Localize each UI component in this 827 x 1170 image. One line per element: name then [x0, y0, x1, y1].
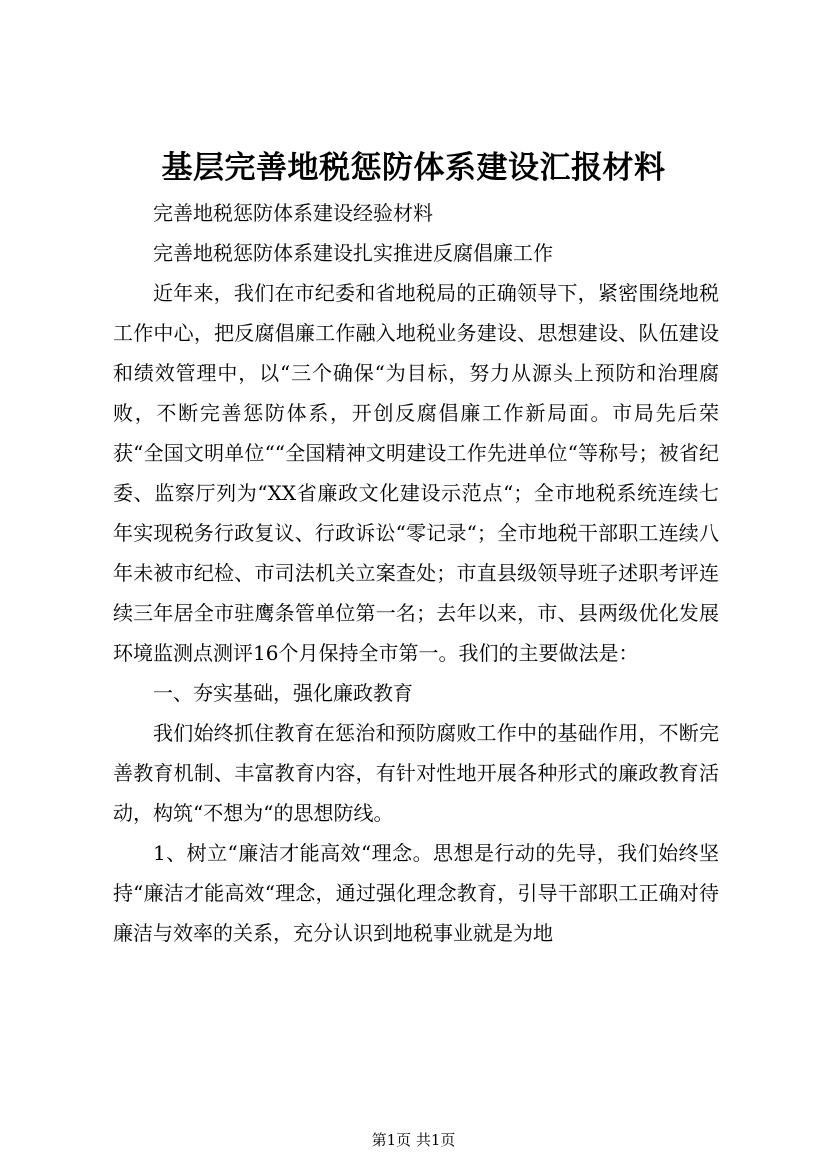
page-footer: 第1页 共1页 — [371, 1131, 456, 1149]
paragraph-intro: 近年来，我们在市纪委和省地税局的正确领导下，紧密围绕地税工作中心，把反腐倡廉工作融入地税业务建设、思想建设、队伍建设和绩效管理中，以“三个确保“为目标，努力从源头上预防和治理腐败，不断完善惩防体系，开创反腐倡廉工作新局面。市局先后荣获“全国文明单位““全国精神文明建设工作先进单位“等称号；被省纪委、监察厅列为“XX省廉政文化建设示范点“；全市地税系统连续七年实现税务行政复议、行政诉讼“零记录“；全市地税干部职工连续八年未被市纪检、市司法机关立案查处；市直县级领导班子述职考评连续三年居全市驻鹰条管单位第一名；去年以来，市、县两级优化发展环境监测点测评16个月保持全市第一。我们的主要做法是： — [113, 281, 719, 665]
paragraph-education: 我们始终抓住教育在惩治和预防腐败工作中的基础作用，不断完善教育机制、丰富教育内容，有针对性地开展各种形式的廉政教育活动，构筑“不想为“的思想防线。 — [113, 721, 719, 825]
section-heading-1: 一、夯实基础，强化廉政教育 — [153, 681, 413, 705]
document-title: 基层完善地税惩防体系建设汇报材料 — [161, 150, 666, 186]
document-body — [113, 193, 719, 953]
paragraph-subtitle-2: 完善地税惩防体系建设扎实推进反腐倡廉工作 — [153, 241, 553, 265]
paragraph-item-1: 1、树立“廉洁才能高效“理念。思想是行动的先导，我们始终坚持“廉洁才能高效“理念，通过强化理念教育，引导干部职工正确对待廉洁与效率的关系，充分认识到地税事业就是为地 — [113, 841, 719, 945]
paragraph-subtitle-1: 完善地税惩防体系建设经验材料 — [153, 201, 433, 225]
